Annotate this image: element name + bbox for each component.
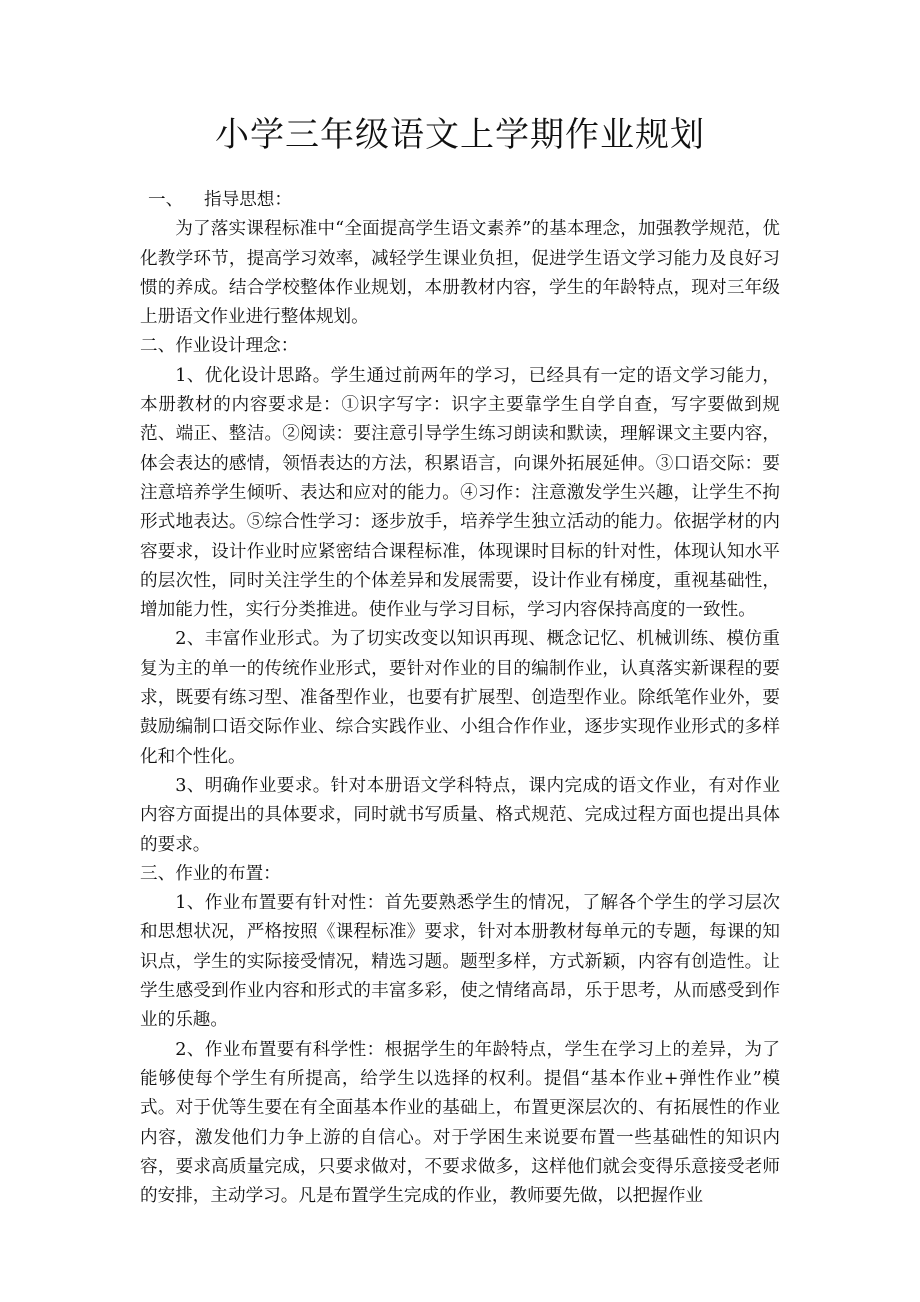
paragraph: 1、优化设计思路。学生通过前两年的学习，已经具有一定的语文学习能力，本册教材的内容要求是：①识字写字：识字主要靠学生自学自查，写字要做到规范、端正、整洁。②阅读：要注意引导学生练习朗读和默读，理解课文主要内容，体会表达的感情，领悟表达的方法，积累语言，向课外拓展延伸。③口语交际：要注意培养学生倾听、表达和应对的能力。④习作：注意激发学生兴趣，让学生不拘形式地表达。⑤综合性学习：逐步放手，培养学生独立活动的能力。依据学材的内容要求，设计作业时应紧密结合课程标准，体现课时目标的针对性，体现认知水平的层次性，同时关注学生的个体差异和发展需要，设计作业有梯度，重视基础性，增加能力性，实行分类推进。使作业与学习目标，学习内容保持高度的一致性。 — [140, 365, 780, 621]
paragraph: 为了落实课程标准中“全面提高学生语文素养”的基本理念，加强教学规范，优化教学环节，提高学习效率，减轻学生课业负担，促进学生语文学习能力及良好习惯的养成。结合学校整体作业规划，本册教材内容，学生的年龄特点，现对三年级上册语文作业进行整体规划。 — [140, 219, 780, 328]
paragraph: 3、明确作业要求。针对本册语文学科特点，课内完成的语文作业，有对作业内容方面提出的具体要求，同时就书写质量、格式规范、完成过程方面也提出具体的要求。 — [140, 775, 780, 855]
document-title: 小学三年级语文上学期作业规划 — [215, 115, 705, 155]
paragraph: 2、丰富作业形式。为了切实改变以知识再现、概念记忆、机械训练、模仿重复为主的单一的传统作业形式，要针对作业的目的编制作业，认真落实新课程的要求，既要有练习型、准备型作业，也要有扩展型、创造型作业。除纸笔作业外，要鼓励编制口语交际作业、综合实践作业、小组合作作业，逐步实现作业形式的多样化和个性化。 — [140, 629, 780, 767]
section-heading-text: 指导思想： — [204, 190, 292, 210]
section-number: 一、 — [148, 190, 184, 210]
document-body — [140, 186, 780, 1211]
paragraph: 2、作业布置要有科学性：根据学生的年龄特点，学生在学习上的差异，为了能够使每个学生有所提高，给学生以选择的权利。提倡“基本作业+弹性作业”模式。对于优等生要在有全面基本作业的基础上，布置更深层次的、有拓展性的作业内容，激发他们力争上游的自信心。对于学困生来说要布置一些基础性的知识内容，要求高质量完成，只要求做对，不要求做多，这样他们就会变得乐意接受老师的安排，主动学习。凡是布置学生完成的作业，教师要先做，以把握作业 — [140, 1039, 780, 1207]
paragraph: 1、作业布置要有针对性：首先要熟悉学生的情况，了解各个学生的学习层次和思想状况，严格按照《课程标准》要求，针对本册教材每单元的专题，每课的知识点，学生的实际接受情况，精选习题。题型多样，方式新颖，内容有创造性。让学生感受到作业内容和形式的丰富多彩，使之情绪高昂，乐于思考，从而感受到作业的乐趣。 — [140, 893, 780, 1031]
section-heading-design-concept: 二、作业设计理念： — [140, 336, 299, 357]
section-heading-assignment: 三、作业的布置： — [140, 863, 281, 884]
section-heading-guiding-ideology — [140, 186, 780, 215]
